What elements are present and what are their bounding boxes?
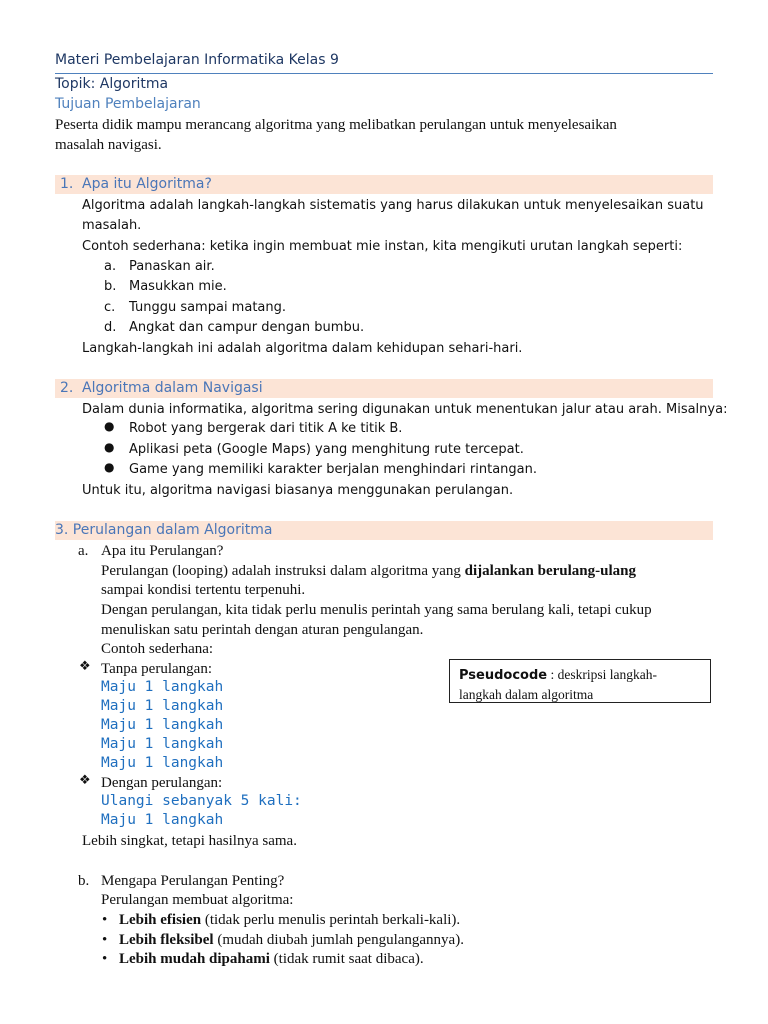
bullet-dot-icon: •: [102, 951, 108, 967]
section1-para1-line2: masalah.: [82, 218, 142, 233]
subsection-a-marker: a.: [78, 543, 89, 559]
example-label: Contoh sederhana:: [101, 641, 214, 657]
code-line: Maju 1 langkah: [101, 698, 224, 714]
bullet-dot-icon: ●: [104, 460, 115, 474]
bullet-dot-icon: •: [102, 932, 108, 948]
benefit-bold: Lebih efisien: [119, 912, 202, 928]
diamond-bullet-icon: ❖: [79, 659, 91, 674]
bullet-dot-icon: ●: [104, 440, 115, 454]
section2-intro: Dalam dunia informatika, algoritma sering digunakan untuk menentukan jalur atau arah. Misalnya:: [82, 402, 728, 417]
section1-para2: Contoh sederhana: ketika ingin membuat mie instan, kita mengikuti urutan langkah seperti:: [82, 239, 683, 254]
code-line: Maju 1 langkah: [101, 736, 224, 752]
callout-definition: : deskripsi langkah-: [547, 667, 657, 682]
benefit-rest: (tidak rumit saat dibaca).: [269, 951, 424, 967]
code-line: Maju 1 langkah: [101, 679, 224, 695]
step-text: Angkat dan campur dengan bumbu.: [129, 320, 365, 335]
code-line: Maju 1 langkah: [101, 717, 224, 733]
step-text: Tunggu sampai matang.: [129, 300, 287, 315]
step-marker: d.: [104, 320, 117, 335]
code-line: Ulangi sebanyak 5 kali:: [101, 793, 302, 809]
benefit-bold: Lebih mudah dipahami: [119, 951, 270, 967]
title-underline: [55, 73, 713, 74]
benefit-item: [119, 910, 460, 930]
document-title: Materi Pembelajaran Informatika Kelas 9: [55, 52, 339, 68]
section2-heading: Algoritma dalam Navigasi: [82, 380, 263, 396]
benefit-bold: Lebih fleksibel: [119, 932, 214, 948]
diamond-bullet-icon: ❖: [79, 773, 91, 788]
step-marker: b.: [104, 279, 117, 294]
objectives-text-line2: masalah navigasi.: [55, 137, 162, 153]
section3-heading: 3. Perulangan dalam Algoritma: [55, 522, 273, 538]
looping-definition: Perulangan (looping) adalah instruksi dalam algoritma yang: [101, 563, 465, 579]
bullet-dot-icon: ●: [104, 419, 115, 433]
subsection-b-title: Mengapa Perulangan Penting?: [101, 873, 285, 889]
subsection-b-marker: b.: [78, 873, 90, 889]
looping-definition-bold: dijalankan berulang-ulang: [464, 563, 636, 579]
benefit-item: [119, 930, 464, 950]
callout-line2: langkah dalam algoritma: [459, 687, 594, 702]
section1-heading: Apa itu Algoritma?: [82, 176, 212, 192]
topic-heading: Topik: Algoritma: [55, 76, 169, 92]
shorter-note: Lebih singkat, tetapi hasilnya sama.: [82, 833, 297, 849]
step-text: Masukkan mie.: [129, 279, 227, 294]
section2-number: 2.: [60, 380, 74, 396]
subsection-a-line3: Dengan perulangan, kita tidak perlu menulis perintah yang sama berulang kali, tetapi cukup: [101, 602, 652, 618]
step-text: Panaskan air.: [129, 259, 215, 274]
bullet-dot-icon: •: [102, 912, 108, 928]
objectives-heading: Tujuan Pembelajaran: [55, 96, 201, 112]
subsection-a-line4: menuliskan satu perintah dengan aturan pengulangan.: [101, 622, 424, 638]
benefit-rest: (mudah diubah jumlah pengulangannya).: [213, 932, 464, 948]
bullet-text: Robot yang bergerak dari titik A ke titik B.: [129, 421, 403, 436]
subsection-a-line1: [101, 561, 636, 581]
subsection-b-intro: Perulangan membuat algoritma:: [101, 892, 294, 908]
code-line: Maju 1 langkah: [101, 812, 224, 828]
section1-para1-line1: Algoritma adalah langkah-langkah sistematis yang harus dilakukan untuk menyelesaikan suatu: [82, 198, 704, 213]
bullet-text: Game yang memiliki karakter berjalan menghindari rintangan.: [129, 462, 537, 477]
objectives-text-line1: Peserta didik mampu merancang algoritma yang melibatkan perulangan untuk menyelesaikan: [55, 117, 617, 133]
subsection-a-title: Apa itu Perulangan?: [101, 543, 224, 559]
section1-number: 1.: [60, 176, 74, 192]
pseudocode-callout: [449, 659, 711, 703]
step-marker: a.: [104, 259, 117, 274]
callout-line1: [459, 665, 701, 685]
benefit-item: [119, 949, 424, 969]
benefit-rest: (tidak perlu menulis perintah berkali-kali).: [201, 912, 461, 928]
bullet-text: Aplikasi peta (Google Maps) yang menghitung rute tercepat.: [129, 442, 524, 457]
section2-closing: Untuk itu, algoritma navigasi biasanya menggunakan perulangan.: [82, 483, 514, 498]
step-marker: c.: [104, 300, 116, 315]
callout-term: Pseudocode: [459, 668, 548, 683]
without-loop-label: Tanpa perulangan:: [101, 661, 212, 677]
subsection-a-line2: sampai kondisi tertentu terpenuhi.: [101, 582, 306, 598]
with-loop-label: Dengan perulangan:: [101, 775, 223, 791]
section1-closing: Langkah-langkah ini adalah algoritma dalam kehidupan sehari-hari.: [82, 341, 523, 356]
code-line: Maju 1 langkah: [101, 755, 224, 771]
